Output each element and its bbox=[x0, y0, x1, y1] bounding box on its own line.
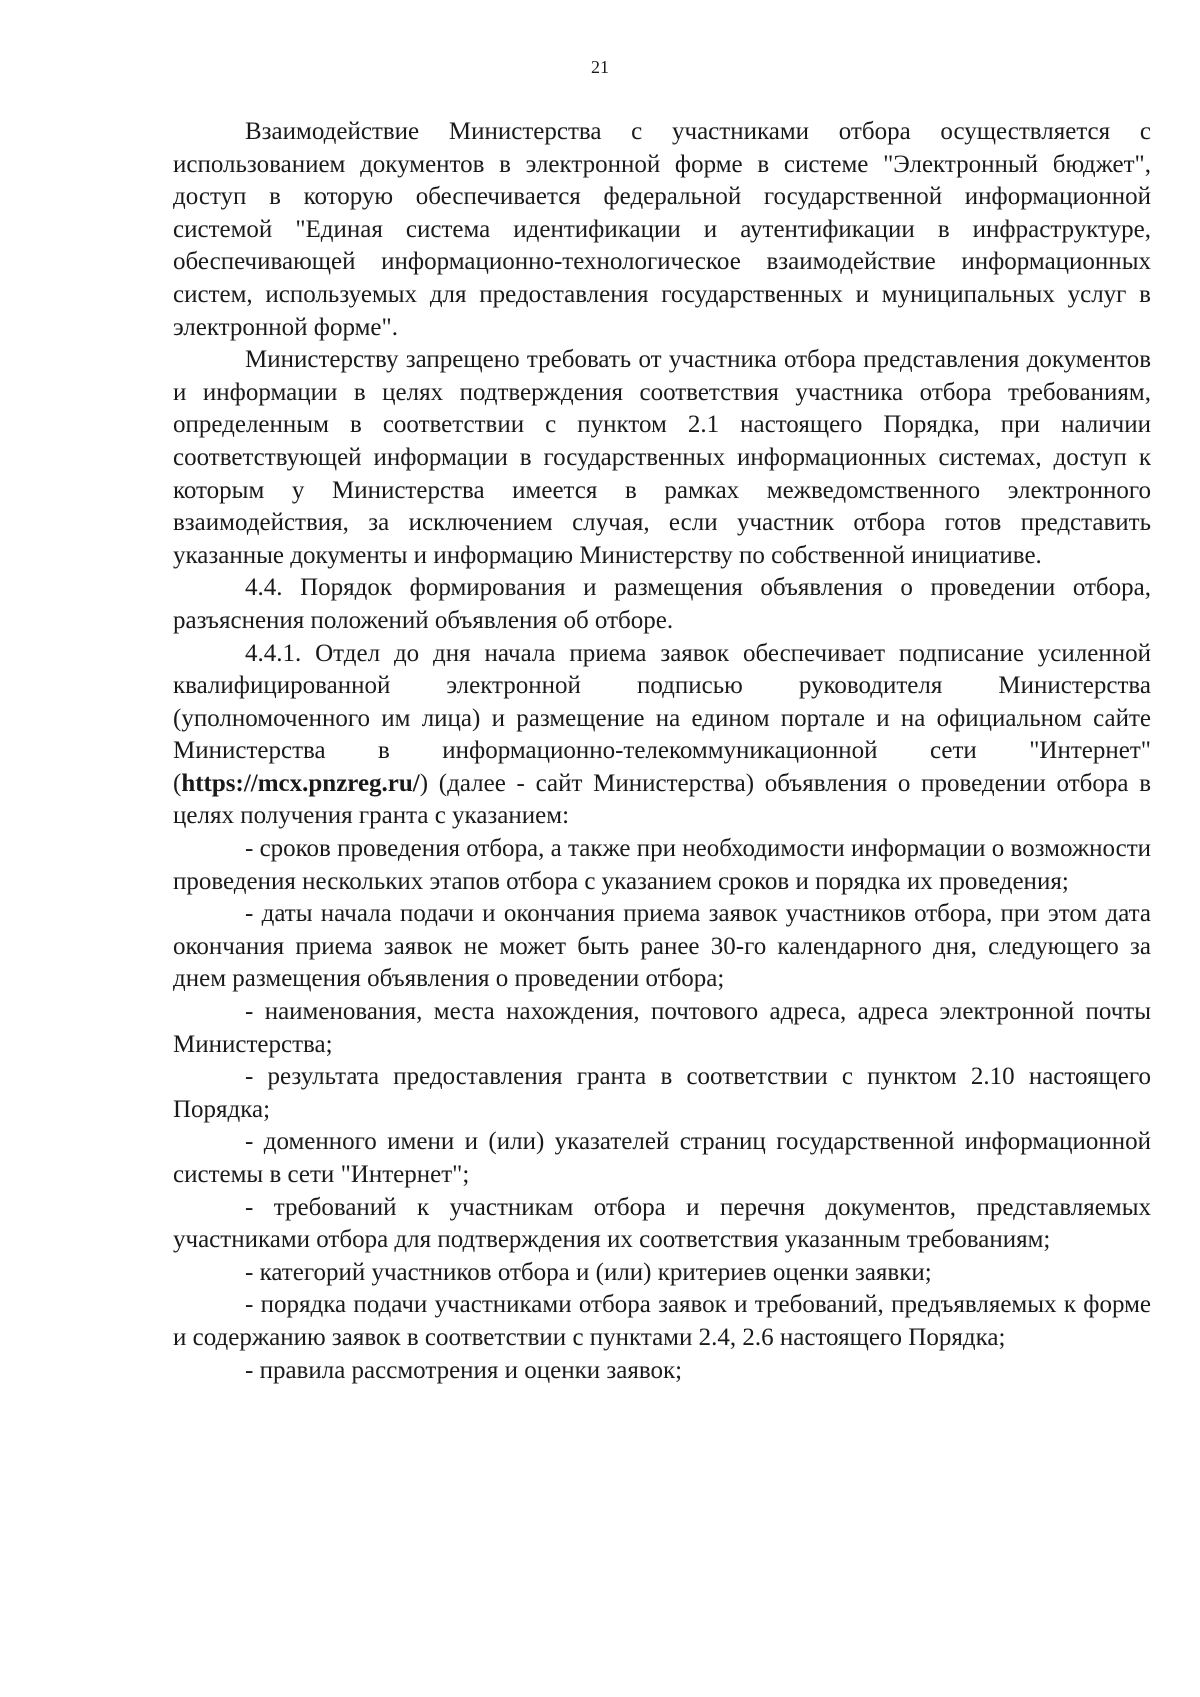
list-item-domain-name: - доменного имени и (или) указателей страниц государственной информационной системы в сети "Интернет"; bbox=[173, 1128, 1151, 1188]
list-item-application-procedure: - порядка подачи участниками отбора заявок и требований, предъявляемых к форме и содержанию заявок в соответствии с пунктами 2.4, 2.6 настоящего Порядка; bbox=[173, 1291, 1151, 1351]
list-item-selection-terms: - сроков проведения отбора, а также при необходимости информации о возможности проведения нескольких этапов отбора с указанием сроков и порядка их проведения; bbox=[173, 835, 1152, 895]
paragraph-prohibition-documents: Министерству запрещено требовать от участника отбора представления документов и информации в целях подтверждения соответствия участника отбора требованиям, определенным в соответствии с пунктом 2.1 настоящего Порядка, при наличии соответствующей информации в государственных информационных системах, доступ к которым у Министерства имеется в рамках межведомственного электронного взаимодействия, за исключением случая, если участник отбора готов представить указанные документы и информацию Министерству по собственной инициативе. bbox=[173, 346, 1151, 569]
paragraph-section-4-4: 4.4. Порядок формирования и размещения объявления о проведении отбора, разъяснения положений объявления об отборе. bbox=[173, 574, 1151, 634]
list-item-grant-result: - результата предоставления гранта в соответствии с пунктом 2.10 настоящего Порядка; bbox=[173, 1063, 1151, 1123]
document-body bbox=[173, 116, 1151, 1387]
page-number: 21 bbox=[591, 57, 609, 77]
list-item-participant-requirements: - требований к участникам отбора и перечня документов, представляемых участниками отбора для подтверждения их соответствия указанным требованиям; bbox=[173, 1193, 1151, 1254]
list-item-application-dates: - даты начала подачи и окончания приема заявок участников отбора, при этом дата окончания приема заявок не может быть ранее 30-го календарного дня, следующего за днем размещения объявления о проведении отбора; bbox=[173, 900, 1151, 993]
list-item-review-rules: - правила рассмотрения и оценки заявок; bbox=[245, 1356, 683, 1384]
list-item-ministry-contacts: - наименования, места нахождения, почтового адреса, адреса электронной почты Министерства; bbox=[173, 998, 1151, 1058]
paragraph-4-4-1-text-after-url: ) (далее - сайт Министерства) объявления о проведении отбора в целях получения гранта с указанием: bbox=[173, 769, 1151, 830]
list-item-participant-categories: - категорий участников отбора и (или) критериев оценки заявки; bbox=[245, 1258, 932, 1286]
paragraph-section-4-4-1 bbox=[173, 638, 1151, 834]
paragraph-4-4-1-text-before-url: 4.4.1. Отдел до дня начала приема заявок обеспечивает подписание усиленной квалифицированной электронной подписью руководителя Министерства (уполномоченного им лица) и размещение на едином портале и на официальном сайте Министерства в информационно-телекоммуникационной сети "Интернет" ( bbox=[173, 639, 1151, 797]
paragraph-interaction-electronic-budget: Взаимодействие Министерства с участниками отбора осуществляется с использованием документов в электронной форме в системе "Электронный бюджет", доступ в которую обеспечивается федеральной государственной информационной системой "Единая система идентификации и аутентификации в инфраструктуре, обеспечивающей информационно-технологическое взаимодействие информационных систем, используемых для предоставления государственных и муниципальных услуг в электронной форме". bbox=[173, 118, 1151, 341]
ministry-website-url: https://mcx.pnzreg.ru/ bbox=[181, 769, 420, 797]
